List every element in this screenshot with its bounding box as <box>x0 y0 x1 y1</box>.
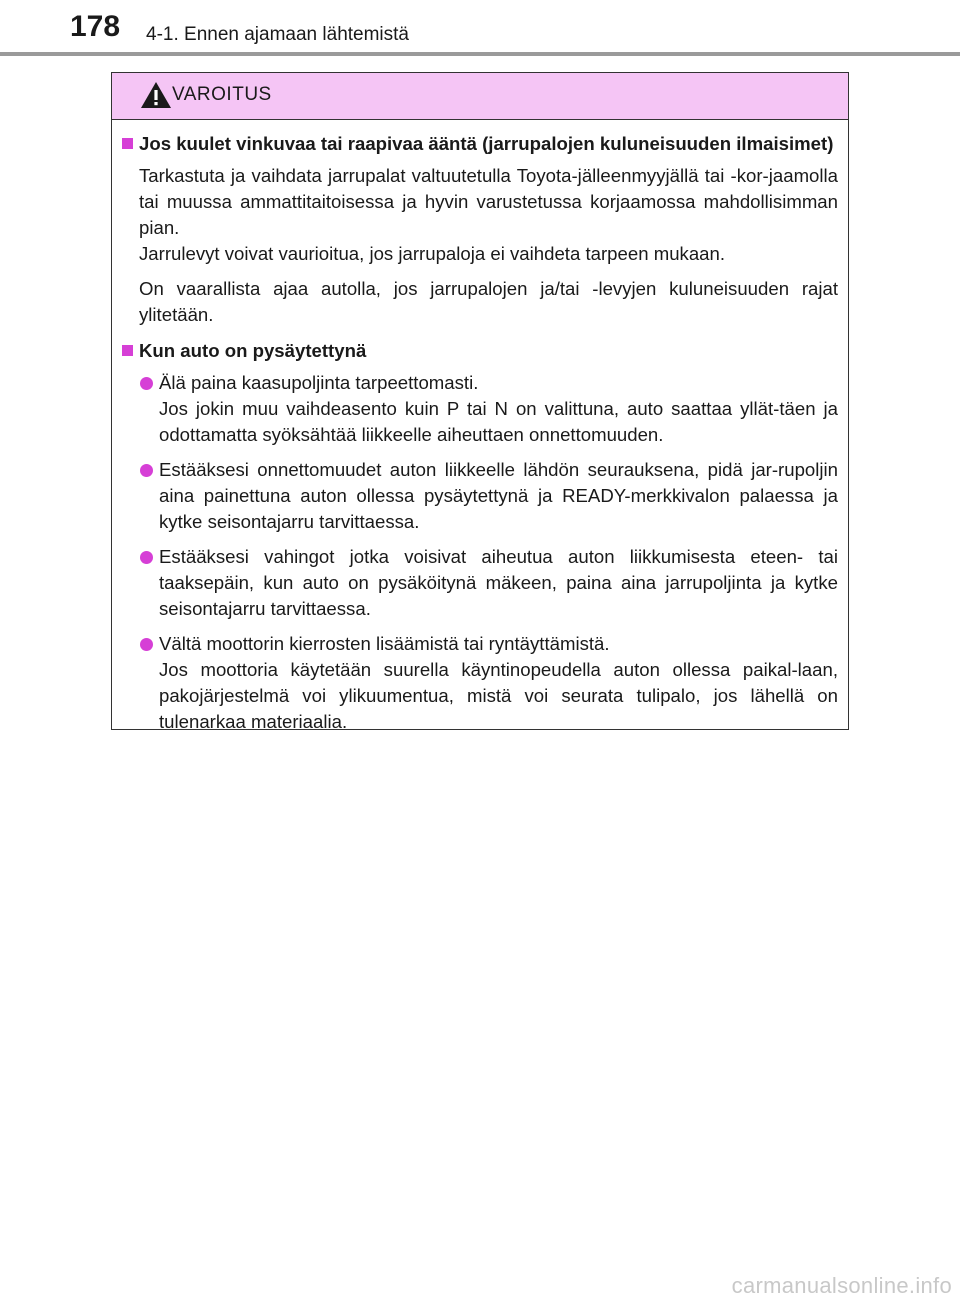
section-heading-text: Jos kuulet vinkuvaa tai raapivaa ääntä (jarrupalojen kuluneisuuden ilmaisimet) <box>139 133 834 154</box>
page-number: 178 <box>70 10 121 43</box>
list-item-text: Jos jokin muu vaihdeasento kuin P tai N on valittuna, auto saattaa yllät-täen ja odottamatta syöksähtää liikkeelle aiheuttaen onnettomuuden. <box>159 398 838 445</box>
warning-header <box>112 73 848 120</box>
list-item-text: Estääksesi vahingot jotka voisivat aiheutua auton liikkumisesta eteen- tai taaksepäin, kun auto on pysäköitynä mäkeen, paina aina jarrupoljinta ja kytke seisontajarru tarvittaessa. <box>159 546 838 619</box>
list-item-lead: Vältä moottorin kierrosten lisäämistä tai ryntäyttämistä. <box>159 633 610 654</box>
section-heading <box>122 337 838 364</box>
warning-box <box>111 72 849 730</box>
section-title: 4-1. Ennen ajamaan lähtemistä <box>146 24 409 45</box>
list-item <box>122 457 838 535</box>
list-item <box>122 631 838 735</box>
paragraph-line: Tarkastuta ja vaihdata jarrupalat valtuutetulla Toyota-jälleenmyyjällä tai -kor-jaamolla tai muussa ammattitaitoisessa ja hyvin varustetussa korjaamossa mahdollisimman pian. <box>139 165 838 238</box>
warning-triangle-icon <box>140 81 172 109</box>
list-item-lead: Älä paina kaasupoljinta tarpeettomasti. <box>159 372 479 393</box>
paragraph <box>122 276 838 328</box>
square-bullet-icon <box>122 345 133 356</box>
list-item <box>122 544 838 622</box>
round-bullet-icon <box>140 551 153 564</box>
page-header <box>0 0 960 60</box>
paragraph-line: Jarrulevyt voivat vaurioitua, jos jarrupaloja ei vaihdeta tarpeen mukaan. <box>139 243 726 264</box>
round-bullet-icon <box>140 377 153 390</box>
round-bullet-icon <box>140 464 153 477</box>
list-item-text: Jos moottoria käytetään suurella käyntinopeudella auton ollessa paikal-laan, pakojärjestelmä voi ylikuumentua, mistä voi seurata tulipalo, jos lähellä on tulenarkaa materiaalia. <box>159 659 838 732</box>
watermark: carmanualsonline.info <box>731 1273 952 1298</box>
section-heading <box>122 130 838 157</box>
list-item-text: Estääksesi onnettomuudet auton liikkeelle lähdön seurauksena, pidä jar-rupoljin aina painettuna auton ollessa pysäytettynä ja READY-merkkivalon palaessa ja kytke seisontajarru tarvittaessa. <box>159 459 838 532</box>
warning-title: VAROITUS <box>172 84 272 105</box>
paragraph-text: On vaarallista ajaa autolla, jos jarrupalojen ja/tai -levyjen kuluneisuuden rajat ylitetään. <box>139 278 838 325</box>
header-divider <box>0 52 960 56</box>
warning-body <box>112 120 848 735</box>
list-item <box>122 370 838 448</box>
round-bullet-icon <box>140 638 153 651</box>
paragraph <box>122 163 838 267</box>
section-heading-text: Kun auto on pysäytettynä <box>139 340 367 361</box>
square-bullet-icon <box>122 138 133 149</box>
